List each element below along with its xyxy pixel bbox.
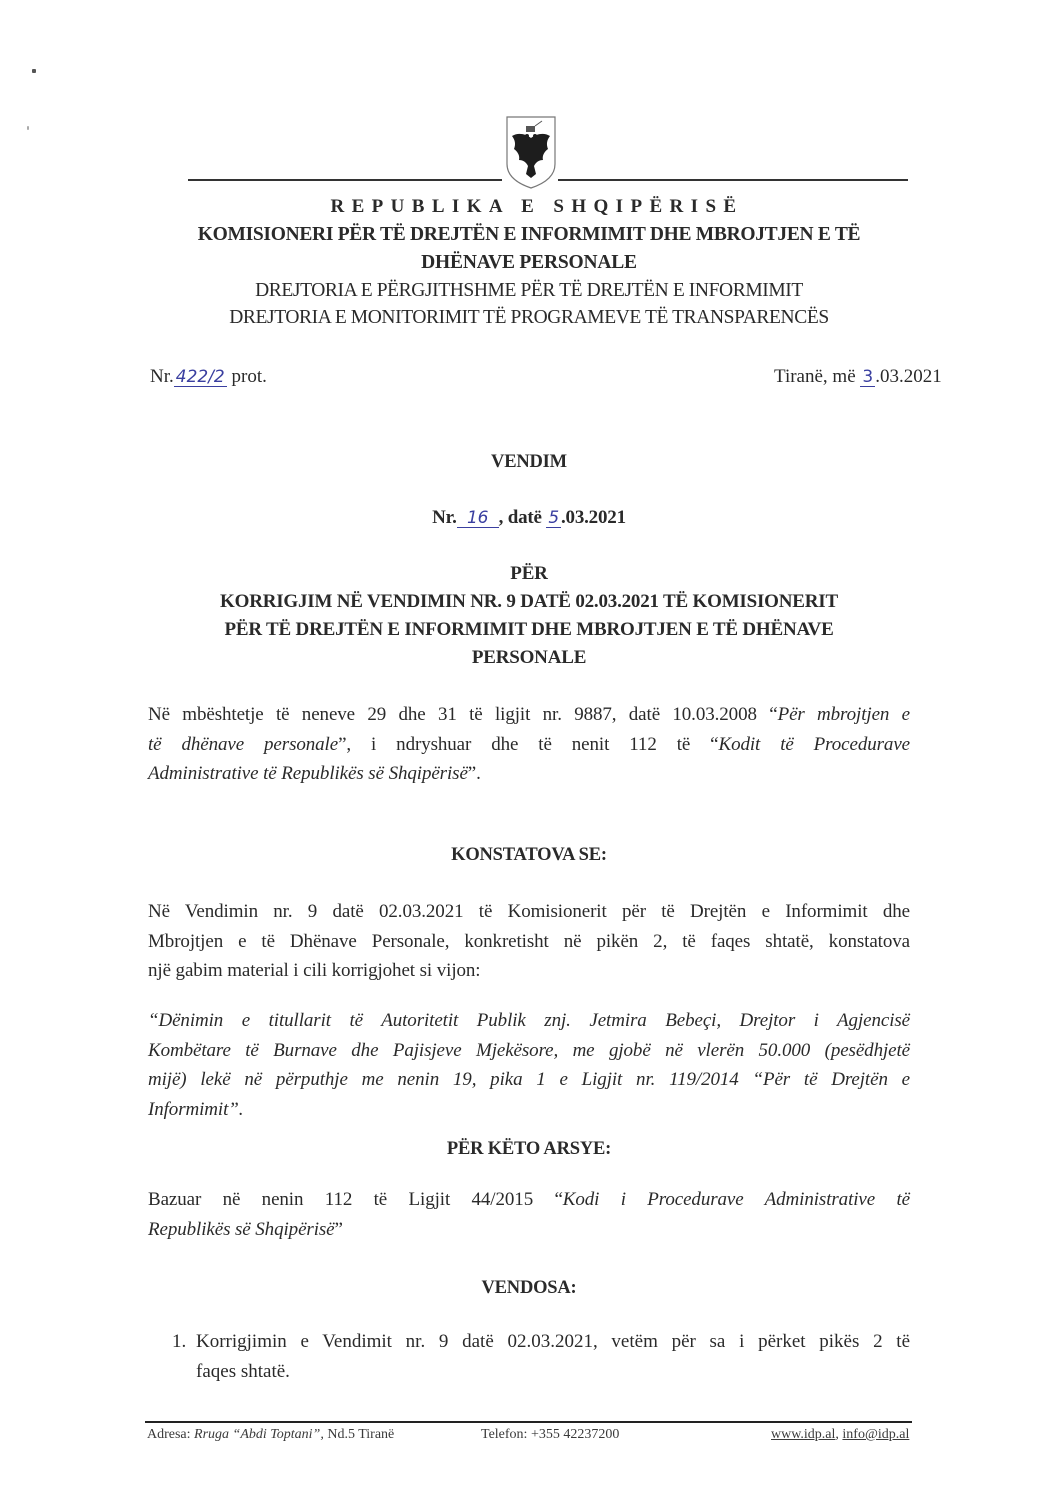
address-street: Rruga “Abdi Toptani”, (194, 1427, 324, 1442)
legal-basis-text: ”. (467, 763, 481, 784)
header-rule-left (188, 179, 502, 181)
reasons-heading: PËR KËTO ARSYE: (446, 1139, 612, 1159)
republic-name: REPUBLIKA E SHQIPËRISË (330, 196, 744, 217)
website-link[interactable]: www.idp.al (771, 1427, 836, 1442)
findings-paragraph (148, 897, 910, 986)
scan-artifact (27, 126, 29, 130)
quote-line: Informimit”. (148, 1098, 244, 1120)
decision-date-suffix: .03.2021 (560, 507, 626, 528)
decision-date-prefix: , datë (498, 507, 542, 528)
findings-line: Mbrojtjen e të Dhënave Personale, konkretisht në pikën 2, të faqes shtatë, konstatova (148, 930, 910, 952)
reasons-paragraph (148, 1185, 910, 1244)
decision-subject-line2: PËR TË DREJTËN E INFORMIMIT DHE MBROJTJEN E TË DHËNAVE (224, 619, 834, 640)
protocol-date (774, 366, 942, 388)
footer-phone: Telefon: +355 42237200 (481, 1427, 620, 1442)
quote-line: mijë) lekë në përputhje me nenin 19, pika 1 e Ligjit nr. 119/2014 “Për të Drejtën e (148, 1069, 910, 1090)
decision-number (0, 507, 1058, 529)
footer-contacts (771, 1427, 909, 1443)
decision-subject-line3: PERSONALE (471, 647, 587, 668)
law-title-italic: Për mbrojtjen e (777, 704, 910, 725)
directorate-general: DREJTORIA E PËRGJITHSHME PËR TË DREJTËN E INFORMIMIT (255, 280, 803, 301)
findings-heading: KONSTATOVA SE: (451, 845, 607, 865)
protocol-number-handwritten: 422/2 (175, 367, 225, 387)
protocol-number (150, 366, 267, 388)
reasons-text: Bazuar në nenin 112 të Ligjit 44/2015 “ (148, 1189, 563, 1210)
code-title-italic: Republikës së Shqipërisë (148, 1218, 335, 1240)
footer-address (147, 1427, 394, 1443)
legal-basis-text: ”, i ndryshuar dhe të nenit 112 të “ (338, 733, 719, 755)
address-city: Nd.5 Tiranë (327, 1427, 395, 1442)
findings-line: Në Vendimin nr. 9 datë 02.03.2021 të Komisionerit për të Drejtën e Informimit dhe (148, 901, 910, 922)
footer-rule (145, 1421, 912, 1423)
directorate-monitoring: DREJTORIA E MONITORIMIT TË PROGRAMEVE TË TRANSPARENCËS (229, 307, 829, 328)
decision-title: VENDIM (491, 452, 567, 472)
decision-per: PËR (510, 563, 548, 584)
scan-artifact (32, 69, 36, 73)
quote-line: “Dënimin e titullarit të Autoritetit Publik znj. Jetmira Bebeçi, Drejtor i Agjencisë (148, 1010, 910, 1031)
place-prefix: Tiranë, më (774, 366, 856, 387)
legal-basis-paragraph (148, 700, 910, 789)
email-link[interactable]: info@idp.al (842, 1427, 910, 1442)
legal-basis-text: Në mbështetje të neneve 29 dhe 31 të ligjit nr. 9887, datë 10.03.2008 “ (148, 704, 778, 725)
commissioner-title-line1: KOMISIONERI PËR TË DREJTËN E INFORMIMIT DHE MBROJTJEN E TË (197, 224, 861, 245)
decision-day-handwritten: 5 (548, 508, 559, 528)
separator: , (835, 1427, 839, 1442)
header-rule-right (558, 179, 908, 181)
quoted-penalty-paragraph (148, 1006, 910, 1124)
code-title-italic: Kodi i Procedurave Administrative të (562, 1189, 910, 1210)
address-label: Adresa: (147, 1427, 191, 1442)
protocol-prefix: Nr. (150, 366, 174, 387)
code-title-italic: Administrative të Republikës së Shqipërisë (148, 763, 468, 784)
quote-line: Kombëtare të Burnave dhe Pajisjeve Mjekësore, me gjobë në vlerën 50.000 (pesëdhjetë (148, 1039, 910, 1061)
law-title-italic: të dhënave personale (148, 733, 339, 755)
albanian-eagle-emblem-icon (504, 114, 558, 190)
findings-line: një gabim material i cili korrigjohet si vijon: (148, 960, 481, 981)
decided-heading: VENDOSA: (481, 1278, 577, 1298)
decision-nr-handwritten: 16 (457, 509, 499, 528)
list-item-text: faqes shtatë. (196, 1360, 290, 1382)
decision-nr-prefix: Nr. (432, 507, 457, 528)
commissioner-title-line2: DHËNAVE PERSONALE (421, 252, 637, 273)
reasons-text: ” (334, 1218, 343, 1240)
protocol-date-suffix: .03.2021 (875, 366, 942, 387)
list-item-number: 1. (172, 1331, 187, 1352)
decision-subject-line1: KORRIGJIM NË VENDIMIN NR. 9 DATË 02.03.2021 TË KOMISIONERIT (220, 591, 838, 612)
code-title-italic: Kodit të Procedurave (718, 733, 910, 755)
list-item-text: Korrigjimin e Vendimit nr. 9 datë 02.03.2021, vetëm për sa i përket pikës 2 të (196, 1331, 910, 1352)
protocol-suffix: prot. (231, 366, 267, 387)
protocol-day-handwritten: 3 (862, 367, 874, 387)
